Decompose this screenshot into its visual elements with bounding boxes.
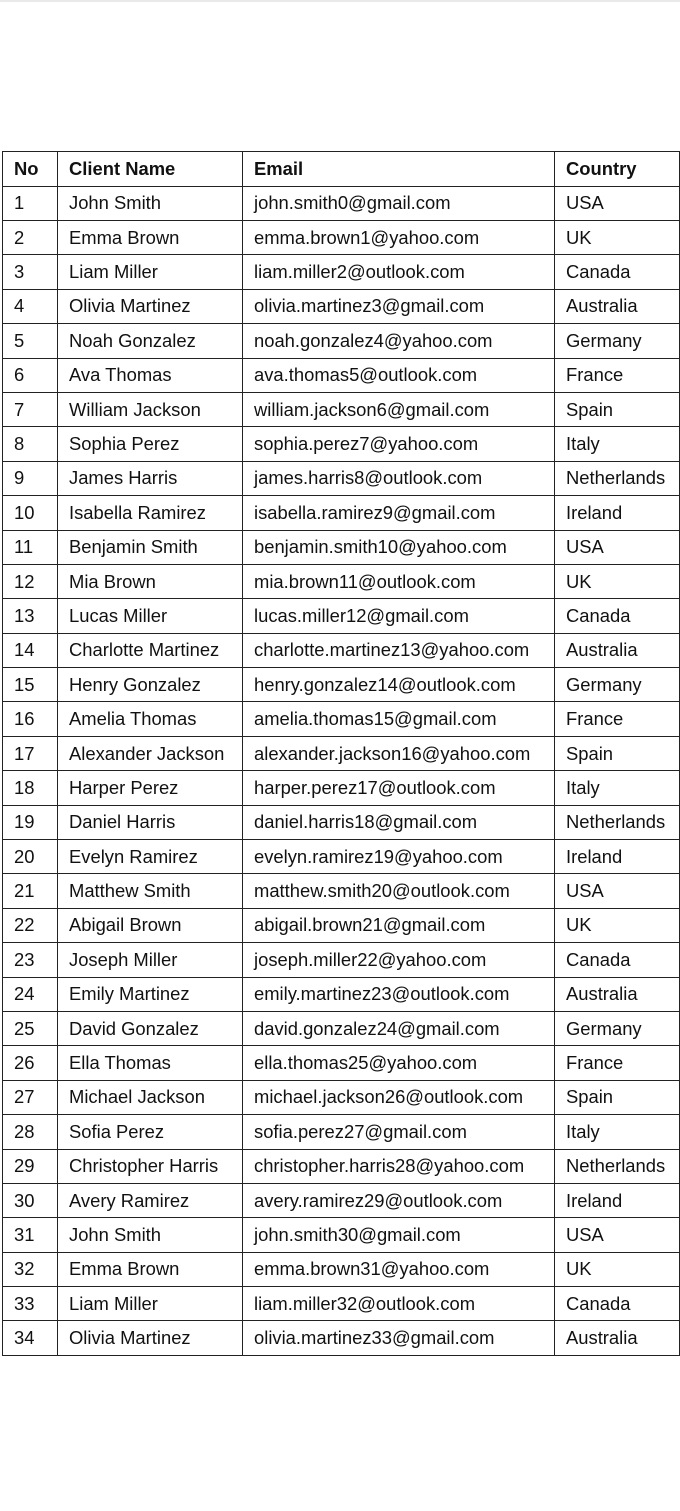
table-row bbox=[3, 461, 680, 495]
table-row bbox=[3, 977, 680, 1011]
table-row bbox=[3, 392, 680, 426]
client-country-cell: Italy bbox=[555, 771, 680, 805]
header-row bbox=[3, 152, 680, 187]
client-country-cell: Australia bbox=[555, 289, 680, 323]
table-row bbox=[3, 1287, 680, 1321]
row-number-cell: 32 bbox=[3, 1252, 58, 1286]
client-email-cell: olivia.martinez33@gmail.com bbox=[243, 1321, 555, 1355]
client-email-cell: liam.miller32@outlook.com bbox=[243, 1287, 555, 1321]
table-row bbox=[3, 633, 680, 667]
client-email-cell: emma.brown31@yahoo.com bbox=[243, 1252, 555, 1286]
client-country-cell: France bbox=[555, 1046, 680, 1080]
row-number-cell: 13 bbox=[3, 599, 58, 633]
client-country-cell: USA bbox=[555, 186, 680, 220]
client-email-cell: liam.miller2@outlook.com bbox=[243, 255, 555, 289]
client-name-cell: Abigail Brown bbox=[58, 908, 243, 942]
row-number-cell: 33 bbox=[3, 1287, 58, 1321]
client-country-cell: UK bbox=[555, 220, 680, 254]
header-no: No bbox=[3, 152, 58, 187]
client-country-cell: Australia bbox=[555, 977, 680, 1011]
client-country-cell: Ireland bbox=[555, 496, 680, 530]
client-email-cell: evelyn.ramirez19@yahoo.com bbox=[243, 840, 555, 874]
table-row bbox=[3, 1218, 680, 1252]
client-name-cell: Christopher Harris bbox=[58, 1149, 243, 1183]
client-name-cell: David Gonzalez bbox=[58, 1011, 243, 1045]
client-country-cell: UK bbox=[555, 908, 680, 942]
client-email-cell: joseph.miller22@yahoo.com bbox=[243, 943, 555, 977]
table-row bbox=[3, 1149, 680, 1183]
client-name-cell: Sophia Perez bbox=[58, 427, 243, 461]
client-name-cell: Olivia Martinez bbox=[58, 289, 243, 323]
client-table-container bbox=[2, 151, 679, 1356]
client-email-cell: ella.thomas25@yahoo.com bbox=[243, 1046, 555, 1080]
row-number-cell: 3 bbox=[3, 255, 58, 289]
top-divider bbox=[0, 0, 680, 2]
row-number-cell: 26 bbox=[3, 1046, 58, 1080]
client-name-cell: James Harris bbox=[58, 461, 243, 495]
row-number-cell: 17 bbox=[3, 736, 58, 770]
row-number-cell: 12 bbox=[3, 564, 58, 598]
client-name-cell: Emily Martinez bbox=[58, 977, 243, 1011]
table-row bbox=[3, 702, 680, 736]
row-number-cell: 29 bbox=[3, 1149, 58, 1183]
row-number-cell: 31 bbox=[3, 1218, 58, 1252]
table-row bbox=[3, 599, 680, 633]
table-row bbox=[3, 1183, 680, 1217]
client-country-cell: Spain bbox=[555, 1080, 680, 1114]
client-name-cell: Avery Ramirez bbox=[58, 1183, 243, 1217]
client-name-cell: Liam Miller bbox=[58, 255, 243, 289]
row-number-cell: 2 bbox=[3, 220, 58, 254]
table-row bbox=[3, 427, 680, 461]
client-email-cell: daniel.harris18@gmail.com bbox=[243, 805, 555, 839]
client-email-cell: benjamin.smith10@yahoo.com bbox=[243, 530, 555, 564]
client-email-cell: john.smith0@gmail.com bbox=[243, 186, 555, 220]
table-row bbox=[3, 840, 680, 874]
client-country-cell: Spain bbox=[555, 392, 680, 426]
table-row bbox=[3, 186, 680, 220]
client-name-cell: Joseph Miller bbox=[58, 943, 243, 977]
client-email-cell: emma.brown1@yahoo.com bbox=[243, 220, 555, 254]
table-row bbox=[3, 1046, 680, 1080]
client-email-cell: harper.perez17@outlook.com bbox=[243, 771, 555, 805]
client-country-cell: Canada bbox=[555, 943, 680, 977]
client-country-cell: USA bbox=[555, 1218, 680, 1252]
client-email-cell: christopher.harris28@yahoo.com bbox=[243, 1149, 555, 1183]
row-number-cell: 11 bbox=[3, 530, 58, 564]
row-number-cell: 22 bbox=[3, 908, 58, 942]
client-email-cell: henry.gonzalez14@outlook.com bbox=[243, 668, 555, 702]
client-name-cell: John Smith bbox=[58, 186, 243, 220]
table-row bbox=[3, 1321, 680, 1355]
client-email-cell: isabella.ramirez9@gmail.com bbox=[243, 496, 555, 530]
table-row bbox=[3, 908, 680, 942]
row-number-cell: 15 bbox=[3, 668, 58, 702]
row-number-cell: 9 bbox=[3, 461, 58, 495]
client-name-cell: Charlotte Martinez bbox=[58, 633, 243, 667]
table-row bbox=[3, 564, 680, 598]
client-country-cell: Netherlands bbox=[555, 805, 680, 839]
client-email-cell: abigail.brown21@gmail.com bbox=[243, 908, 555, 942]
client-email-cell: mia.brown11@outlook.com bbox=[243, 564, 555, 598]
client-email-cell: avery.ramirez29@outlook.com bbox=[243, 1183, 555, 1217]
client-email-cell: william.jackson6@gmail.com bbox=[243, 392, 555, 426]
client-country-cell: Netherlands bbox=[555, 461, 680, 495]
table-row bbox=[3, 805, 680, 839]
client-name-cell: Alexander Jackson bbox=[58, 736, 243, 770]
row-number-cell: 21 bbox=[3, 874, 58, 908]
row-number-cell: 1 bbox=[3, 186, 58, 220]
client-country-cell: Germany bbox=[555, 324, 680, 358]
client-name-cell: Emma Brown bbox=[58, 220, 243, 254]
client-country-cell: Italy bbox=[555, 427, 680, 461]
client-name-cell: Olivia Martinez bbox=[58, 1321, 243, 1355]
client-email-cell: john.smith30@gmail.com bbox=[243, 1218, 555, 1252]
client-country-cell: Canada bbox=[555, 599, 680, 633]
client-name-cell: Evelyn Ramirez bbox=[58, 840, 243, 874]
client-email-cell: matthew.smith20@outlook.com bbox=[243, 874, 555, 908]
row-number-cell: 34 bbox=[3, 1321, 58, 1355]
row-number-cell: 23 bbox=[3, 943, 58, 977]
client-name-cell: Ella Thomas bbox=[58, 1046, 243, 1080]
client-country-cell: Ireland bbox=[555, 1183, 680, 1217]
client-name-cell: Sofia Perez bbox=[58, 1115, 243, 1149]
client-email-cell: sophia.perez7@yahoo.com bbox=[243, 427, 555, 461]
client-name-cell: Michael Jackson bbox=[58, 1080, 243, 1114]
client-country-cell: Spain bbox=[555, 736, 680, 770]
client-email-cell: ava.thomas5@outlook.com bbox=[243, 358, 555, 392]
client-country-cell: Italy bbox=[555, 1115, 680, 1149]
client-name-cell: Isabella Ramirez bbox=[58, 496, 243, 530]
row-number-cell: 19 bbox=[3, 805, 58, 839]
client-country-cell: Germany bbox=[555, 668, 680, 702]
table-body bbox=[3, 186, 680, 1355]
client-email-cell: charlotte.martinez13@yahoo.com bbox=[243, 633, 555, 667]
row-number-cell: 6 bbox=[3, 358, 58, 392]
client-country-cell: France bbox=[555, 702, 680, 736]
row-number-cell: 14 bbox=[3, 633, 58, 667]
table-row bbox=[3, 496, 680, 530]
row-number-cell: 18 bbox=[3, 771, 58, 805]
client-name-cell: Amelia Thomas bbox=[58, 702, 243, 736]
client-table bbox=[2, 151, 680, 1356]
client-name-cell: Liam Miller bbox=[58, 1287, 243, 1321]
client-email-cell: james.harris8@outlook.com bbox=[243, 461, 555, 495]
client-name-cell: Harper Perez bbox=[58, 771, 243, 805]
client-name-cell: Daniel Harris bbox=[58, 805, 243, 839]
row-number-cell: 27 bbox=[3, 1080, 58, 1114]
row-number-cell: 28 bbox=[3, 1115, 58, 1149]
client-name-cell: William Jackson bbox=[58, 392, 243, 426]
table-row bbox=[3, 255, 680, 289]
table-row bbox=[3, 1252, 680, 1286]
client-email-cell: amelia.thomas15@gmail.com bbox=[243, 702, 555, 736]
client-country-cell: Netherlands bbox=[555, 1149, 680, 1183]
row-number-cell: 5 bbox=[3, 324, 58, 358]
client-email-cell: sofia.perez27@gmail.com bbox=[243, 1115, 555, 1149]
row-number-cell: 20 bbox=[3, 840, 58, 874]
row-number-cell: 25 bbox=[3, 1011, 58, 1045]
table-row bbox=[3, 1080, 680, 1114]
row-number-cell: 4 bbox=[3, 289, 58, 323]
table-row bbox=[3, 943, 680, 977]
client-country-cell: Canada bbox=[555, 255, 680, 289]
table-row bbox=[3, 1011, 680, 1045]
client-name-cell: Benjamin Smith bbox=[58, 530, 243, 564]
table-row bbox=[3, 668, 680, 702]
table-row bbox=[3, 1115, 680, 1149]
row-number-cell: 16 bbox=[3, 702, 58, 736]
header-email: Email bbox=[243, 152, 555, 187]
client-country-cell: Ireland bbox=[555, 840, 680, 874]
row-number-cell: 30 bbox=[3, 1183, 58, 1217]
client-country-cell: Germany bbox=[555, 1011, 680, 1045]
table-row bbox=[3, 874, 680, 908]
client-name-cell: Emma Brown bbox=[58, 1252, 243, 1286]
row-number-cell: 24 bbox=[3, 977, 58, 1011]
header-country: Country bbox=[555, 152, 680, 187]
header-client-name: Client Name bbox=[58, 152, 243, 187]
client-country-cell: France bbox=[555, 358, 680, 392]
client-name-cell: Noah Gonzalez bbox=[58, 324, 243, 358]
table-row bbox=[3, 289, 680, 323]
row-number-cell: 8 bbox=[3, 427, 58, 461]
client-email-cell: alexander.jackson16@yahoo.com bbox=[243, 736, 555, 770]
client-name-cell: Lucas Miller bbox=[58, 599, 243, 633]
client-country-cell: UK bbox=[555, 564, 680, 598]
row-number-cell: 7 bbox=[3, 392, 58, 426]
client-name-cell: Ava Thomas bbox=[58, 358, 243, 392]
table-header bbox=[3, 152, 680, 187]
client-email-cell: michael.jackson26@outlook.com bbox=[243, 1080, 555, 1114]
client-email-cell: emily.martinez23@outlook.com bbox=[243, 977, 555, 1011]
client-email-cell: noah.gonzalez4@yahoo.com bbox=[243, 324, 555, 358]
client-name-cell: Matthew Smith bbox=[58, 874, 243, 908]
table-row bbox=[3, 324, 680, 358]
client-country-cell: Australia bbox=[555, 1321, 680, 1355]
client-name-cell: Henry Gonzalez bbox=[58, 668, 243, 702]
table-row bbox=[3, 530, 680, 564]
table-row bbox=[3, 220, 680, 254]
client-name-cell: John Smith bbox=[58, 1218, 243, 1252]
client-country-cell: UK bbox=[555, 1252, 680, 1286]
table-row bbox=[3, 736, 680, 770]
client-email-cell: lucas.miller12@gmail.com bbox=[243, 599, 555, 633]
client-country-cell: USA bbox=[555, 530, 680, 564]
client-country-cell: Australia bbox=[555, 633, 680, 667]
row-number-cell: 10 bbox=[3, 496, 58, 530]
client-country-cell: Canada bbox=[555, 1287, 680, 1321]
table-row bbox=[3, 771, 680, 805]
client-name-cell: Mia Brown bbox=[58, 564, 243, 598]
client-country-cell: USA bbox=[555, 874, 680, 908]
client-email-cell: david.gonzalez24@gmail.com bbox=[243, 1011, 555, 1045]
table-row bbox=[3, 358, 680, 392]
client-email-cell: olivia.martinez3@gmail.com bbox=[243, 289, 555, 323]
